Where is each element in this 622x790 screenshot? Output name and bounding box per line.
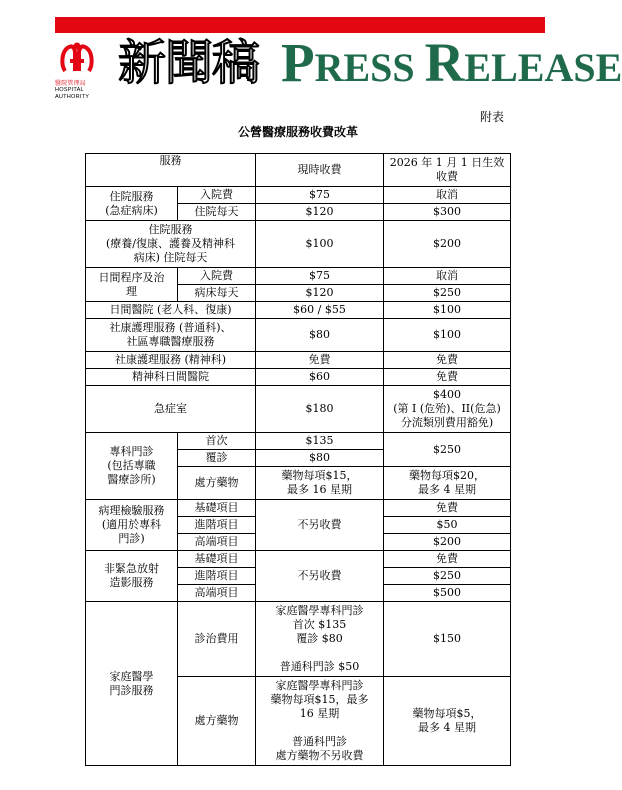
current-fee: $80: [256, 319, 384, 352]
service-label: 非緊急放射 造影服務: [86, 551, 178, 602]
header-red-bar: [55, 17, 545, 33]
service-label: 精神科日間醫院: [86, 369, 256, 386]
service-item: 覆診: [178, 450, 256, 467]
service-label: 住院服務 (療養/復康、護養及精神科 病床) 住院每天: [86, 221, 256, 268]
new-fee: $500: [384, 585, 511, 602]
new-fee: $400 (第 I (危殆)、II(危急) 分流類別費用豁免): [384, 386, 511, 433]
new-fee: $250: [384, 568, 511, 585]
current-fee: $100: [256, 221, 384, 268]
service-item: 高端項目: [178, 585, 256, 602]
service-item: 入院費: [178, 268, 256, 285]
new-fee: 取消: [384, 268, 511, 285]
service-label: 社康護理服務 (普通科)、 社區專職醫療服務: [86, 319, 256, 352]
hospital-authority-logo: [55, 41, 113, 99]
service-label: 住院服務 (急症病床): [86, 187, 178, 221]
masthead-en-elease: ELEASE: [464, 45, 622, 90]
new-fee: $100: [384, 319, 511, 352]
table-row: [86, 302, 511, 319]
service-item: 處方藥物: [178, 677, 256, 766]
logo-text-en-1: HOSPITAL: [55, 87, 84, 94]
header-new-fee: 2026 年 1 月 1 日生效 收費: [384, 154, 511, 187]
current-fee: 免費: [256, 352, 384, 369]
new-fee: 免費: [384, 551, 511, 568]
hospital-authority-logo-icon: [59, 41, 95, 79]
new-fee: 取消: [384, 187, 511, 204]
current-fee: 家庭醫學專科門診 藥物每項$15，最多 16 星期 普通科門診 處方藥物不另收費: [256, 677, 384, 766]
current-fee: $120: [256, 204, 384, 221]
service-label: 社康護理服務 (精神科): [86, 352, 256, 369]
current-fee: $75: [256, 268, 384, 285]
current-fee: $75: [256, 187, 384, 204]
page-title: 公營醫療服務收費改革: [237, 125, 358, 139]
masthead-en-ress: RESS: [314, 45, 415, 90]
current-fee: 不另收費: [256, 500, 384, 551]
new-fee: $50: [384, 517, 511, 534]
new-fee: $150: [384, 602, 511, 677]
current-fee: $60: [256, 369, 384, 386]
table-row: [86, 268, 511, 285]
service-item: 進階項目: [178, 517, 256, 534]
masthead-zh: 新聞稿: [118, 35, 260, 91]
current-fee: 藥物每項$15， 最多 16 星期: [256, 467, 384, 500]
new-fee: $200: [384, 534, 511, 551]
new-fee: 免費: [384, 352, 511, 369]
new-fee: 免費: [384, 500, 511, 517]
masthead-en-r: R: [424, 32, 465, 93]
new-fee: $200: [384, 221, 511, 268]
fee-table: [85, 153, 511, 766]
table-row: [86, 352, 511, 369]
new-fee: $250: [384, 285, 511, 302]
service-item: 高端項目: [178, 534, 256, 551]
new-fee: $100: [384, 302, 511, 319]
service-label: 家庭醫學 門診服務: [86, 602, 178, 766]
new-fee: 免費: [384, 369, 511, 386]
service-label: 日間醫院 (老人科、復康): [86, 302, 256, 319]
table-header-row: [86, 154, 511, 187]
current-fee: $135: [256, 433, 384, 450]
header-service: 服務: [86, 154, 256, 187]
service-item: 基礎項目: [178, 551, 256, 568]
masthead-en: [281, 33, 622, 107]
service-label: 專科門診 (包括專職 醫療診所): [86, 433, 178, 500]
new-fee: 藥物每項$20， 最多 4 星期: [384, 467, 511, 500]
current-fee: 不另收費: [256, 551, 384, 602]
table-row: [86, 500, 511, 517]
logo-text-zh: 醫院管理局: [55, 81, 87, 87]
table-row: [86, 319, 511, 352]
service-label: 急症室: [86, 386, 256, 433]
new-fee: $300: [384, 204, 511, 221]
table-row: [86, 369, 511, 386]
table-row: [86, 433, 511, 450]
masthead-en-p: P: [281, 32, 315, 93]
table-row: [86, 386, 511, 433]
current-fee: $80: [256, 450, 384, 467]
current-fee: 家庭醫學專科門診 首次 $135 覆診 $80 普通科門診 $50: [256, 602, 384, 677]
current-fee: $120: [256, 285, 384, 302]
service-item: 處方藥物: [178, 467, 256, 500]
service-item: 進階項目: [178, 568, 256, 585]
service-item: 入院費: [178, 187, 256, 204]
new-fee: $250: [384, 433, 511, 467]
current-fee: $180: [256, 386, 384, 433]
logo-text-en-2: AUTHORITY: [55, 93, 90, 100]
service-item: 基礎項目: [178, 500, 256, 517]
table-row: [86, 551, 511, 568]
annex-label: 附表: [480, 110, 505, 124]
service-item: 病床每天: [178, 285, 256, 302]
table-row: [86, 187, 511, 204]
header-current-fee: 現時收費: [256, 154, 384, 187]
service-item: 診治費用: [178, 602, 256, 677]
service-item: 首次: [178, 433, 256, 450]
service-label: 病理檢驗服務 (適用於專科 門診): [86, 500, 178, 551]
table-row: [86, 221, 511, 268]
press-release-header: [55, 17, 622, 100]
new-fee: 藥物每項$5， 最多 4 星期: [384, 677, 511, 766]
current-fee: $60 / $55: [256, 302, 384, 319]
service-label: 日間程序及治 理: [86, 268, 178, 302]
service-item: 住院每天: [178, 204, 256, 221]
table-row: [86, 602, 511, 677]
